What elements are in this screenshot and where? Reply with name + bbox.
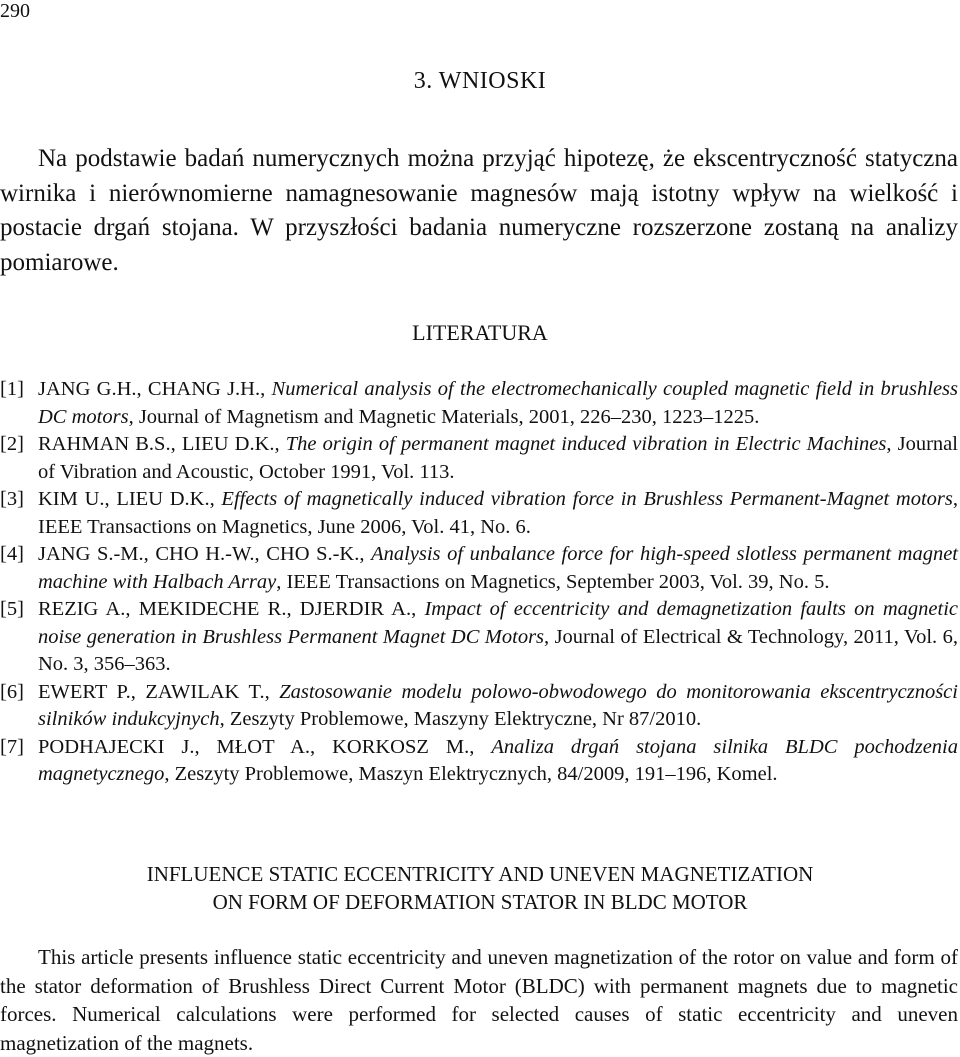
reference-authors: JANG S.-M., CHO H.-W., CHO S.-K., (38, 543, 372, 565)
reference-authors: KIM U., LIEU D.K., (38, 488, 222, 510)
reference-title: The origin of permanent magnet induced vibration in Electric Machines (285, 433, 887, 455)
reference-item (0, 734, 958, 789)
reference-source: , Journal of Vibration and Acoustic, October 1991, Vol. 113. (38, 433, 958, 483)
abstract-paragraph: This article presents influence static eccentricity and uneven magnetization of the rotor on value and form of the stator deformation of Brushless Direct Current Motor (BLDC) with permanent magnets due to magnetic forces. Numerical calculations were performed for selected causes of static eccentricity and uneven magnetization of the magnets. (0, 945, 958, 1055)
reference-authors: EWERT P., ZAWILAK T., (38, 680, 280, 703)
reference-item (0, 376, 958, 431)
english-title (0, 860, 960, 916)
english-title-line: ON FORM OF DEFORMATION STATOR IN BLDC MOTOR (212, 890, 748, 914)
conclusions-paragraph: Na podstawie badań numerycznych można przyjąć hipotezę, że ekscentryczność statyczna wirnika i nierównomierne namagnesowanie magnesów mają istotny wpływ na wielkość i postacie drgań stojana. W przyszłości badania numeryczne rozszerzone zostaną na analizy pomiarowe. (0, 145, 958, 276)
reference-source: , Zeszyty Problemowe, Maszyny Elektryczne, Nr 87/2010. (219, 708, 702, 730)
reference-item (0, 679, 958, 734)
reference-source: , IEEE Transactions on Magnetics, September 2003, Vol. 39, No. 5. (276, 570, 830, 593)
english-title-line: INFLUENCE STATIC ECCENTRICITY AND UNEVEN MAGNETIZATION (146, 862, 814, 886)
reference-source: , IEEE Transactions on Magnetics, June 2006, Vol. 41, No. 6. (38, 488, 958, 538)
reference-title: Analysis of unbalance force for high-speed slotless permanent magnet machine with Halbach Array (38, 543, 959, 593)
reference-authors: PODHAJECKI J., MŁOT A., KORKOSZ M., (38, 735, 492, 758)
reference-title: Numerical analysis of the electromechanically coupled magnetic field in brushless DC motors (38, 378, 958, 428)
reference-item (0, 431, 958, 486)
reference-number: [2] (0, 433, 24, 455)
reference-authors: RAHMAN B.S., LIEU D.K., (38, 433, 286, 455)
reference-title: Effects of magnetically induced vibration force in Brushless Permanent-Magnet motors (221, 488, 953, 510)
reference-source: , Zeszyty Problemowe, Maszyn Elektrycznych, 84/2009, 191–196, Komel. (164, 763, 778, 785)
reference-title: Impact of eccentricity and demagnetization faults on magnetic noise generation in Brushless Permanent Magnet DC Motors (38, 598, 958, 648)
section-title: 3. WNIOSKI (413, 68, 547, 94)
reference-title: Zastosowanie modelu polowo-obwodowego do monitorowania ekscentryczności silników indukcyjnych (38, 680, 958, 730)
reference-item (0, 541, 958, 596)
reference-title: Analiza drgań stojana silnika BLDC pochodzenia magnetycznego (38, 735, 958, 785)
reference-number: [3] (0, 488, 24, 510)
reference-item (0, 596, 958, 679)
reference-number: [4] (0, 543, 24, 565)
reference-number: [5] (0, 598, 24, 620)
reference-number: [1] (0, 378, 24, 400)
page-number: 290 (0, 0, 30, 22)
reference-source: , Journal of Magnetism and Magnetic Materials, 2001, 226–230, 1223–1225. (128, 405, 760, 428)
literature-heading: LITERATURA (412, 320, 548, 345)
reference-authors: REZIG A., MEKIDECHE R., DJERDIR A., (38, 598, 425, 620)
reference-number: [6] (0, 680, 24, 703)
reference-number: [7] (0, 735, 24, 758)
reference-list (0, 376, 958, 789)
reference-authors: JANG G.H., CHANG J.H., (38, 378, 272, 400)
reference-item (0, 486, 958, 541)
reference-source: , Journal of Electrical & Technology, 2011, Vol. 6, No. 3, 356–363. (38, 625, 958, 675)
